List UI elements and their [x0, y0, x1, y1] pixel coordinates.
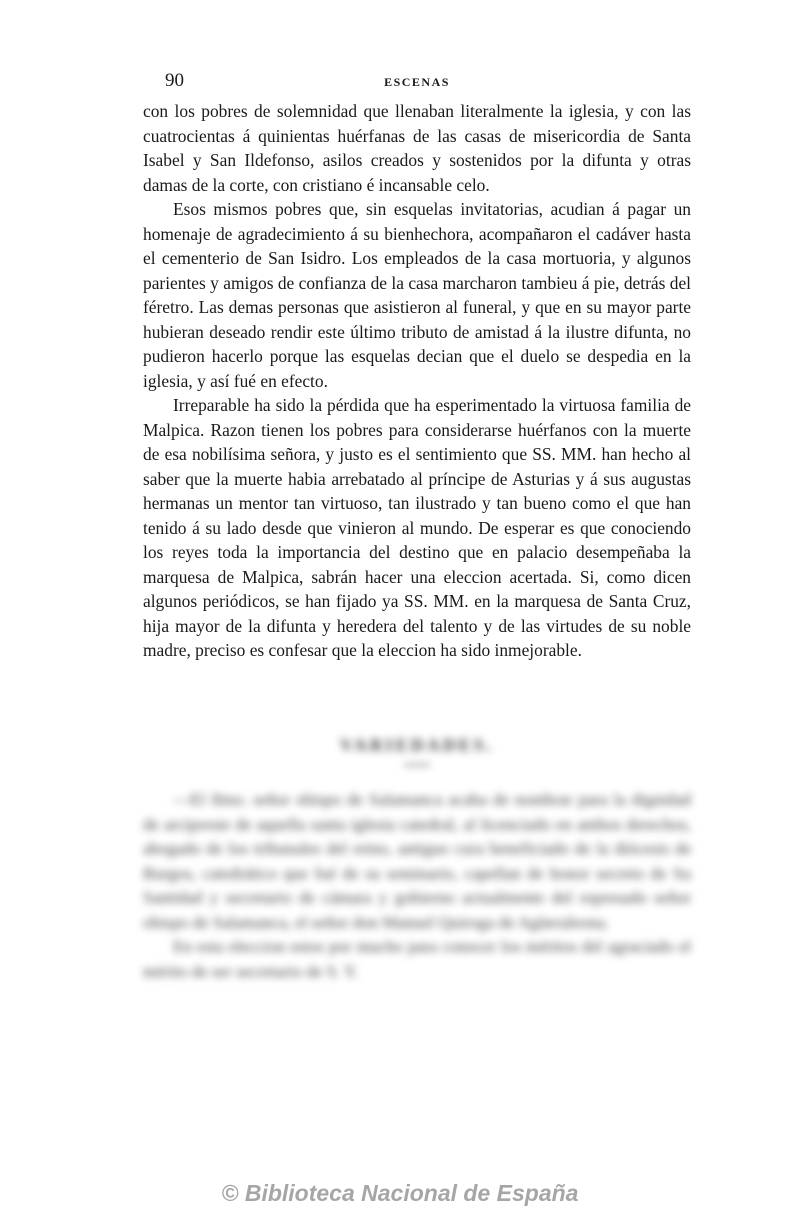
paragraph-2: Esos mismos pobres que, sin esquelas invitatorias, acudian á pagar un homenaje de agradecimiento á su bienhechora, acompañaron el cadáver hasta el cementerio de San Isidro. Los empleados de la casa mortuoria, y algunos parientes y amigos de confianza de la casa marcharon tambieu á pie, detrás del féretro. Las demas personas que asistieron al funeral, y que en su mayor parte hubieran deseado rendir este último tributo de amistad á la ilustre difunta, no pudieron hacerlo porque las esquelas decian que el duelo se despedia en la iglesia, y así fué en efecto. — [143, 199, 691, 391]
section-divider — [404, 764, 430, 766]
running-title: ESCENAS — [384, 75, 450, 89]
blurred-paragraph-1: —El Ilmo. señor obispo de Salamanca acaba de nombrar para la dignidad de arcipreste de aquella santa iglesia catedral, al licenciado en ambos derechos, abogado de los tribunales del reino, antiguo cura beneficiado de la diócesis de Burgos, catedrático que fué de su seminario, capellan de honor secreto de Su Santidad y secretario de cámara y gobierno actualmente del espresado señor obispo de Salamanca, el señor don Manuel Quiroga de Agüeraleona. — [143, 790, 691, 932]
section-title: VARIEDADES. — [339, 735, 495, 755]
blurred-section — [143, 735, 691, 984]
body-text — [143, 99, 691, 663]
page-number: 90 — [165, 70, 184, 91]
paragraph-1: con los pobres de solemnidad que llenaban literalmente la iglesia, y con las cuatrocientas á quinientas huérfanas de las casas de misericordia de Santa Isabel y San Ildefonso, asilos creados y sostenidos por la difunta y otras damas de la corte, con cristiano é incansable celo. — [143, 101, 691, 195]
blurred-paragraph-2: En esta eleccion estos por mucho para conocer los méritos del agraciado el mérito de ser secretario de S. Y. — [143, 937, 691, 981]
watermark-footer: © Biblioteca Nacional de España — [221, 1180, 579, 1206]
page-header — [143, 70, 691, 94]
paragraph-3: Irreparable ha sido la pérdida que ha esperimentado la virtuosa familia de Malpica. Razon tienen los pobres para considerarse huérfanos con la muerte de esa nobilísima señora, y justo es el sentimiento que SS. MM. han hecho al saber que la muerte habia arrebatado al príncipe de Asturias y á sus augustas hermanas un mentor tan virtuoso, tan ilustrado y tan bueno como el que han tenido á su lado desde que vinieron al mundo. De esperar es que conociendo los reyes toda la importancia del destino que en palacio desempeñaba la marquesa de Malpica, sabrán hacer una eleccion acertada. Si, como dicen algunos periódicos, se han fijado ya SS. MM. en la marquesa de Santa Cruz, hija mayor de la difunta y heredera del talento y de las virtudes de su noble madre, preciso es confesar que la eleccion ha sido inmejorable. — [143, 395, 691, 660]
